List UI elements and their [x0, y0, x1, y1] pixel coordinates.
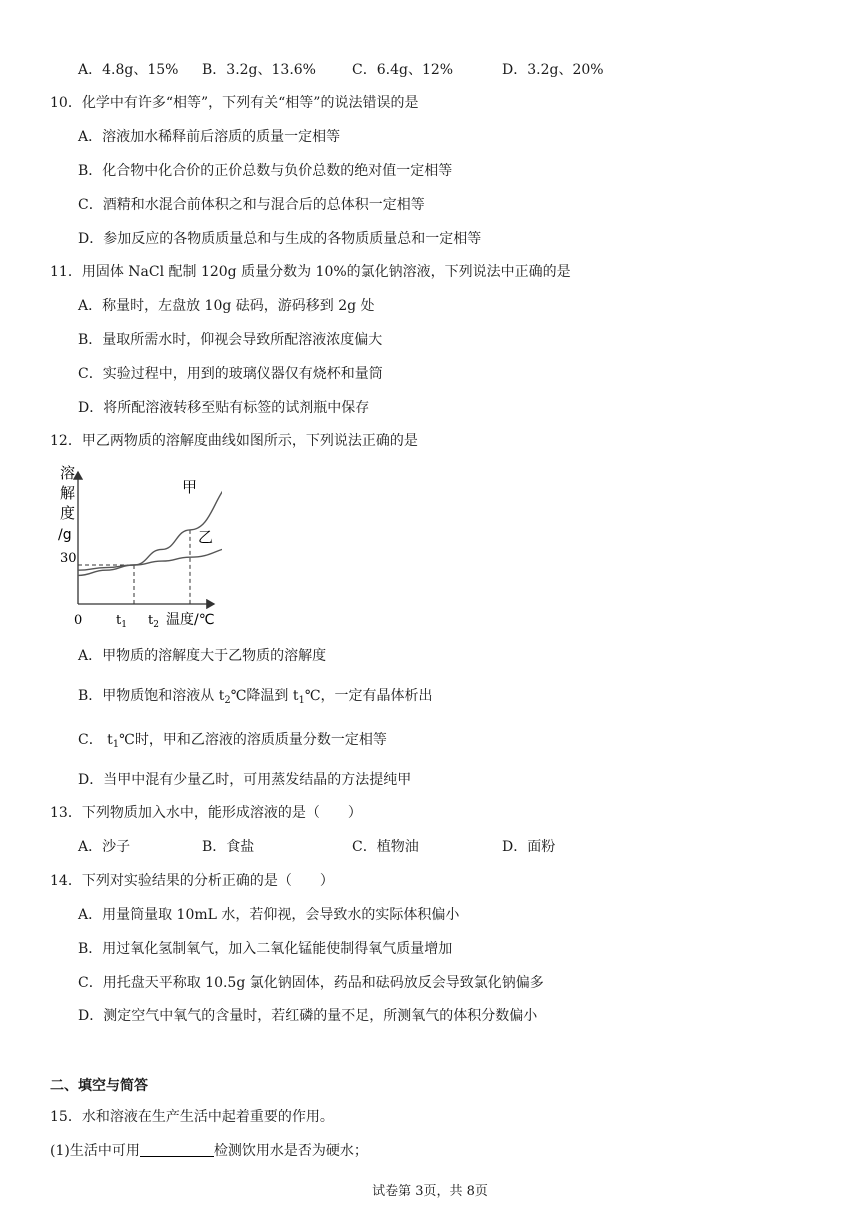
y-label-char-3: 度: [60, 504, 76, 522]
q13-options: [78, 837, 638, 857]
q9-option-a: A．4.8g、15%: [78, 62, 179, 78]
q14-option-a: A．用量筒量取 10mL 水，若仰视，会导致水的实际体积偏小: [78, 907, 460, 923]
y-axis-label: [58, 464, 75, 543]
q14-option-c: C．用托盘天平称取 10.5g 氯化钠固体，药品和砝码放反会导致氯化钠偏多: [78, 975, 544, 991]
answer-blank[interactable]: [140, 1142, 214, 1157]
y-label-char-1: 溶: [60, 464, 76, 482]
q13-stem: 13．下列物质加入水中，能形成溶液的是（ ）: [50, 805, 362, 821]
q13-option-b: B．食盐: [202, 839, 255, 855]
q12-option-a: A．甲物质的溶解度大于乙物质的溶解度: [78, 648, 327, 664]
q12-option-b: B．甲物质饱和溶液从 $t_2℃$降温到 $t_1℃$，一定有晶体析出: [78, 688, 433, 706]
x-tick-t1: $t_1$: [116, 613, 127, 630]
q11-option-d: D．将所配溶液转移至贴有标签的试剂瓶中保存: [78, 400, 370, 416]
curve-yi: [78, 547, 222, 570]
q11-option-a: A．称量时，左盘放 10g 砝码，游码移到 2g 处: [78, 298, 375, 314]
q14-option-b: B．用过氧化氢制氧气，加入二氧化锰能使制得氧气质量增加: [78, 941, 453, 957]
q9-option-c: C．6.4g、12%: [352, 62, 454, 78]
q13-option-d: D．面粉: [502, 839, 556, 855]
q10-option-d: D．参加反应的各物质质量总和与生成的各物质质量总和一定相等: [78, 231, 482, 247]
q9-option-d: D．3.2g、20%: [502, 62, 604, 78]
q10-option-a: A．溶液加水稀释前后溶质的质量一定相等: [78, 129, 341, 145]
q11-option-c: C．实验过程中，用到的玻璃仪器仅有烧杯和量筒: [78, 366, 383, 382]
y-label-char-2: 解: [60, 484, 76, 502]
solubility-chart: [52, 464, 222, 634]
q12-option-d: D．当甲中混有少量乙时，可用蒸发结晶的方法提纯甲: [78, 772, 412, 788]
y-label-char-4: /g: [58, 527, 72, 543]
q10-option-c: C．酒精和水混合前体积之和与混合后的总体积一定相等: [78, 197, 425, 213]
q12-option-c: C． $t_1℃$时，甲和乙溶液的溶质质量分数一定相等: [78, 732, 387, 750]
q11-stem: 11．用固体 NaCl 配制 120g 质量分数为 10%的氯化钠溶液，下列说法中正确的是: [50, 264, 571, 280]
q14-stem: 14．下列对实验结果的分析正确的是（ ）: [50, 873, 334, 889]
y-tick-30: 30: [60, 551, 77, 566]
q13-option-a: A．沙子: [78, 839, 131, 855]
q10-stem: 10．化学中有许多“相等”，下列有关“相等”的说法错误的是: [50, 95, 419, 111]
series-label-jia: 甲: [182, 478, 198, 496]
origin-label: 0: [74, 613, 83, 628]
q9-options: [78, 60, 638, 80]
q9-option-b: B．3.2g、13.6%: [202, 62, 316, 78]
x-axis-label: 温度/℃: [166, 612, 215, 628]
q13-option-c: C．植物油: [352, 839, 419, 855]
q12-stem: 12．甲乙两物质的溶解度曲线如图所示，下列说法正确的是: [50, 433, 418, 449]
q15-stem: 15．水和溶液在生产生活中起着重要的作用。: [50, 1109, 334, 1125]
q15-sub1: (1)生活中可用 检测饮用水是否为硬水；: [50, 1143, 368, 1159]
section-title: 二、填空与简答: [50, 1078, 148, 1094]
dashed-guides: [78, 530, 190, 604]
page-footer: 试卷第 3页，共 8页: [372, 1184, 488, 1199]
q10-option-b: B．化合物中化合价的正价总数与负价总数的绝对值一定相等: [78, 163, 453, 179]
series-label-yi: 乙: [198, 528, 214, 546]
x-tick-t2: $t_2$: [148, 613, 159, 630]
q14-option-d: D．测定空气中氧气的含量时，若红磷的量不足，所测氧气的体积分数偏小: [78, 1008, 538, 1024]
q11-option-b: B．量取所需水时，仰视会导致所配溶液浓度偏大: [78, 332, 383, 348]
